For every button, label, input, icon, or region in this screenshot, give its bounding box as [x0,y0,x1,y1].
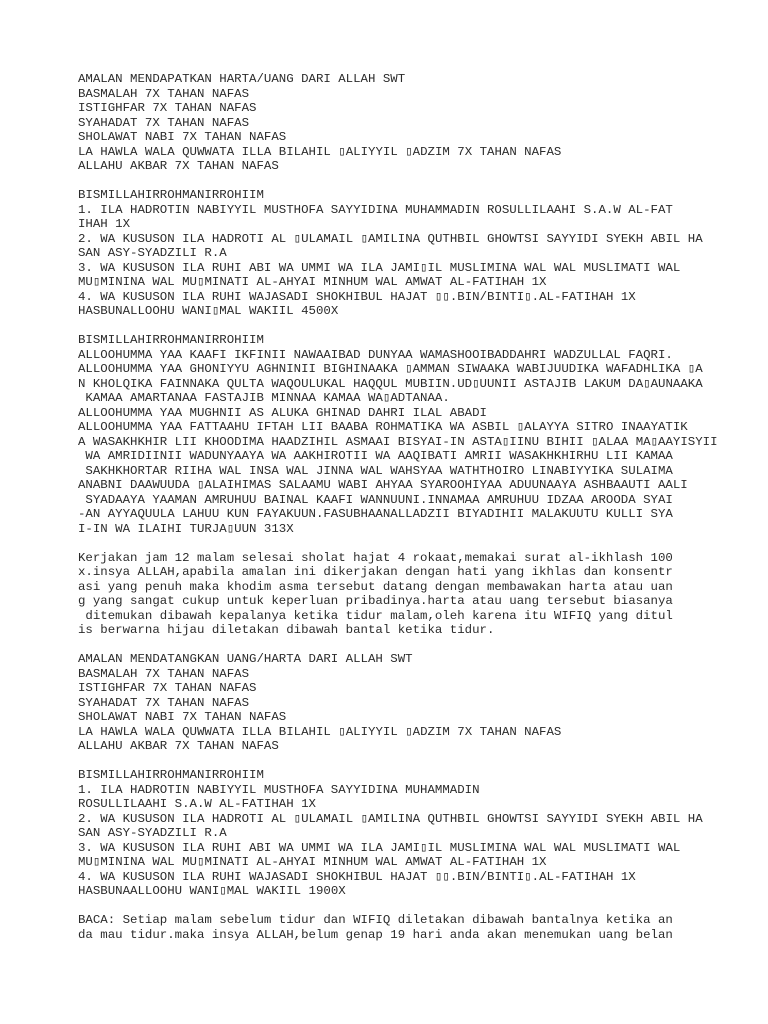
text-line: SYADAAYA YAAMAN AMRUHUU BAINAL KAAFI WANNUUNI.INNAMAA AMRUHUU IDZAA AROODA SYAI [78,492,673,507]
text-line: I-IN WA ILAIHI TURJA▯UUN 313X [78,521,294,536]
paragraph [78,768,718,899]
text-line: SAN ASY-SYADZILI R.A [78,826,227,840]
text-line: is berwarna hijau diletakan dibawah bantal ketika tidur. [78,623,495,637]
paragraph [78,652,718,754]
text-line: Kerjakan jam 12 malam selesai sholat hajat 4 rokaat,memakai surat al-ikhlash 100 [78,550,673,565]
text-line: BASMALAH 7X TAHAN NAFAS [78,666,250,681]
text-line: ISTIGHFAR 7X TAHAN NAFAS [78,681,257,695]
text-line: SAN ASY-SYADZILI R.A [78,246,227,260]
text-line: BASMALAH 7X TAHAN NAFAS [78,86,250,101]
text-line: ditemukan dibawah kepalanya ketika tidur malam,oleh karena itu WIFIQ yang ditul [78,608,673,623]
text-line: BACA: Setiap malam sebelum tidur dan WIFIQ diletakan dibawah bantalnya ketika an [78,913,673,927]
text-line: 2. WA KUSUSON ILA HADROTI AL ▯ULAMAIL ▯AMILINA QUTHBIL GHOWTSI SAYYIDI SYEKH ABIL HA [78,811,703,826]
text-line: HASBUNAALLOOHU WANI▯MAL WAKIIL 1900X [78,884,346,898]
text-line: SYAHADAT 7X TAHAN NAFAS [78,695,250,710]
text-line: MU▯MININA WAL MU▯MINATI AL-AHYAI MINHUM WAL AMWAT AL-FATIHAH 1X [78,855,547,869]
text-line: g yang sangat cukup untuk keperluan pribadinya.harta atau uang tersebut biasanya [78,594,673,608]
text-line: SHOLAWAT NABI 7X TAHAN NAFAS [78,710,287,724]
text-line: ALLOOHUMMA YAA GHONIYYU AGHNINII BIGHINAAKA ▯AMMAN SIWAAKA WABIJUUDIKA WAFADHLIKA ▯A [78,362,703,376]
paragraph [78,333,718,536]
text-line: MU▯MININA WAL MU▯MINATI AL-AHYAI MINHUM WAL AMWAT AL-FATIHAH 1X [78,275,547,289]
text-line: IHAH 1X [78,217,131,231]
text-line: ALLAHU AKBAR 7X TAHAN NAFAS [78,159,279,173]
text-line: ANABNI DAAWUUDA ▯ALAIHIMAS SALAAMU WABI AHYAA SYAROOHIYAA ADUUNAAYA ASHBAAUTI AALI [78,478,688,492]
text-line: -AN AYYAQUULA LAHUU KUN FAYAKUUN.FASUBHAANALLADZII BIYADIHII MALAKUUTU KULLI SYA [78,507,673,521]
text-line: LA HAWLA WALA QUWWATA ILLA BILAHIL ▯ALIYYIL ▯ADZIM 7X TAHAN NAFAS [78,144,562,159]
text-line: BISMILLAHIRROHMANIRROHIIM [78,188,264,202]
paragraph [78,188,718,319]
text-line: SYAHADAT 7X TAHAN NAFAS [78,115,250,130]
text-line: KAMAA AMARTANAA FASTAJIB MINNAA KAMAA WA▯ADTANAA. [78,391,450,405]
text-line: ALLOOHUMMA YAA MUGHNII AS ALUKA GHINAD DAHRI ILAL ABADI [78,405,487,420]
text-line: A WASAKHKHIR LII KHOODIMA HAADZIHIL ASMAAI BISYAI-IN ASTA▯IINU BIHII ▯ALAA MA▯AAYISYII [78,434,718,449]
text-line: da mau tidur.maka insya ALLAH,belum genap 19 hari anda akan menemukan uang belan [78,927,673,942]
paragraph [78,551,718,638]
text-line: HASBUNALLOOHU WANI▯MAL WAKIIL 4500X [78,304,339,318]
text-line: ALLOOHUMMA YAA FATTAAHU IFTAH LII BAABA ROHMATIKA WA ASBIL ▯ALAYYA SITRO INAAYATIK [78,420,688,434]
text-line: 4. WA KUSUSON ILA RUHI WAJASADI SHOKHIBUL HAJAT ▯▯.BIN/BINTI▯.AL-FATIHAH 1X [78,289,636,304]
text-line: x.insya ALLAH,apabila amalan ini dikerjakan dengan hati yang ikhlas dan konsentr [78,565,673,579]
text-line: 1. ILA HADROTIN NABIYYIL MUSTHOFA SAYYIDINA MUHAMMADIN ROSULLILAAHI S.A.W AL-FAT [78,202,673,217]
text-line: 3. WA KUSUSON ILA RUHI ABI WA UMMI WA ILA JAMI▯IL MUSLIMINA WAL WAL MUSLIMATI WAL [78,840,681,855]
text-line: asi yang penuh maka khodim asma tersebut datang dengan membawakan harta atau uan [78,579,673,594]
document-text [78,72,718,957]
text-line: BISMILLAHIRROHMANIRROHIIM [78,768,264,782]
text-line: LA HAWLA WALA QUWWATA ILLA BILAHIL ▯ALIYYIL ▯ADZIM 7X TAHAN NAFAS [78,724,562,739]
text-line: 1. ILA HADROTIN NABIYYIL MUSTHOFA SAYYIDINA MUHAMMADIN [78,782,480,797]
text-line: 3. WA KUSUSON ILA RUHI ABI WA UMMI WA ILA JAMI▯IL MUSLIMINA WAL WAL MUSLIMATI WAL [78,260,681,275]
text-line: WA AMRIDIINII WADUNYAAYA WA AAKHIROTII WA AAQIBATI AMRII WASAKHKHIRHU LII KAMAA [78,449,673,463]
text-line: AMALAN MENDATANGKAN UANG/HARTA DARI ALLAH SWT [78,652,413,666]
text-line: SAKHKHORTAR RIIHA WAL INSA WAL JINNA WAL WAHSYAA WATHTHOIRO LINABIYYIKA SULAIMA [78,463,673,478]
text-line: BISMILLAHIRROHMANIRROHIIM [78,333,264,347]
paragraph [78,913,718,942]
text-line: ISTIGHFAR 7X TAHAN NAFAS [78,101,257,115]
text-line: 4. WA KUSUSON ILA RUHI WAJASADI SHOKHIBUL HAJAT ▯▯.BIN/BINTI▯.AL-FATIHAH 1X [78,869,636,884]
text-line: AMALAN MENDAPATKAN HARTA/UANG DARI ALLAH SWT [78,72,406,86]
text-line: ALLAHU AKBAR 7X TAHAN NAFAS [78,739,279,753]
paragraph [78,72,718,174]
text-line: ALLOOHUMMA YAA KAAFI IKFINII NAWAAIBAD DUNYAA WAMASHOOIBADDAHRI WADZULLAL FAQRI. [78,347,673,362]
text-line: ROSULLILAAHI S.A.W AL-FATIHAH 1X [78,797,316,811]
text-line: N KHOLQIKA FAINNAKA QULTA WAQOULUKAL HAQQUL MUBIIN.UD▯UUNII ASTAJIB LAKUM DA▯AUNAAKA [78,376,703,391]
text-line: SHOLAWAT NABI 7X TAHAN NAFAS [78,130,287,144]
text-line: 2. WA KUSUSON ILA HADROTI AL ▯ULAMAIL ▯AMILINA QUTHBIL GHOWTSI SAYYIDI SYEKH ABIL HA [78,231,703,246]
